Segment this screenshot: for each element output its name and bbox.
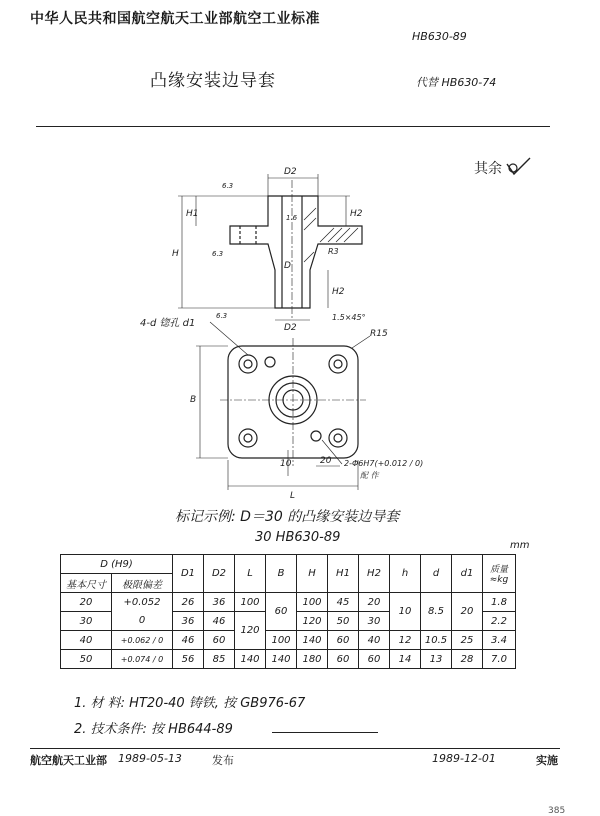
- table-header-base: 基本尺寸: [61, 574, 112, 593]
- document-title: 凸缘安装边导套: [150, 71, 276, 91]
- note-technical: 2. 技术条件: 按 HB644-89: [74, 722, 233, 737]
- note-material: 1. 材 料: HT20-40 铸铁, 按 GB976-67: [74, 696, 306, 711]
- cell-h: 180: [297, 650, 328, 669]
- standard-number: HB630-89: [412, 30, 467, 43]
- cell-h: 120: [297, 612, 328, 631]
- footer-effective-label: 实施: [536, 754, 558, 767]
- cell-h2: 60: [359, 650, 390, 669]
- cell-mass: 7.0: [483, 650, 516, 669]
- label-d: D: [284, 261, 291, 271]
- cell-h2: 30: [359, 612, 390, 631]
- cell-d2: 46: [204, 612, 235, 631]
- label-d2-bottom: D2: [284, 323, 297, 333]
- marking-example: 标记示例: D＝30 的凸缘安装边导套: [175, 509, 400, 525]
- footer-issue-label: 发布: [212, 754, 234, 767]
- cell-base: 40: [61, 631, 112, 650]
- cell-h1: 50: [328, 612, 359, 631]
- table-row: [61, 631, 516, 650]
- label-hole-fit: 2-Φ6H7(+0.012 / 0): [344, 459, 424, 468]
- table-header-d1-small: d1: [452, 555, 483, 593]
- cell-d2: 36: [204, 593, 235, 612]
- label-h2-upper: H2: [350, 209, 363, 219]
- dimension-table: [60, 554, 516, 669]
- cell-h1: 60: [328, 631, 359, 650]
- cell-d-small: 13: [421, 650, 452, 669]
- label-h1: H1: [186, 209, 199, 219]
- footer-effective-date: 1989-12-01: [432, 752, 496, 765]
- label-h2-lower: H2: [332, 287, 345, 297]
- cell-d1: 26: [173, 593, 204, 612]
- roughness-symbol-icon: [506, 158, 532, 176]
- table-row: [61, 650, 516, 669]
- label-20: 20: [320, 456, 332, 466]
- table-header-h: H: [297, 555, 328, 593]
- cell-d1: 36: [173, 612, 204, 631]
- label-d2-top: D2: [284, 167, 297, 177]
- cell-l: 100: [235, 593, 266, 612]
- table-header-l: L: [235, 555, 266, 593]
- label-h: H: [172, 249, 179, 259]
- table-header-h-small: h: [390, 555, 421, 593]
- roughness-note-label: 其余: [474, 161, 502, 177]
- cell-h2: 20: [359, 593, 390, 612]
- table-row: [61, 593, 516, 612]
- cell-d2: 85: [204, 650, 235, 669]
- header-rule: [36, 126, 550, 127]
- cell-d1-small: 28: [452, 650, 483, 669]
- cell-d1-small: 25: [452, 631, 483, 650]
- label-b: B: [190, 395, 197, 405]
- label-holes: 4-d 锪孔 d1: [140, 318, 196, 329]
- replaces-standard: 代替 HB630-74: [416, 76, 497, 89]
- cell-b: 140: [266, 650, 297, 669]
- cell-h: 100: [297, 593, 328, 612]
- label-chamfer: 1.5×45°: [332, 313, 366, 322]
- page-number: 385: [548, 806, 566, 816]
- cell-d1-small: 20: [452, 593, 483, 631]
- cell-h: 140: [297, 631, 328, 650]
- label-rough-63c: 6.3: [216, 312, 228, 320]
- cell-b: 60: [266, 593, 297, 631]
- table-header-d: D (H9): [61, 555, 173, 574]
- cell-h-small: 10: [390, 593, 421, 631]
- table-header-mass: 质量 ≈kg: [483, 555, 516, 593]
- cell-h-small: 12: [390, 631, 421, 650]
- label-rough-16: 1.6: [286, 214, 298, 222]
- cell-dev: +0.052: [112, 593, 173, 612]
- label-hole-fit-note: 配 作: [360, 471, 379, 480]
- cell-l: 120: [235, 612, 266, 650]
- cell-dev: +0.062 / 0: [112, 631, 173, 650]
- cell-d1: 56: [173, 650, 204, 669]
- cell-h2: 40: [359, 631, 390, 650]
- unit-label: mm: [510, 540, 530, 551]
- cell-d-small: 10.5: [421, 631, 452, 650]
- label-r3: R3: [328, 247, 339, 256]
- label-r15: R15: [370, 329, 388, 339]
- cell-base: 50: [61, 650, 112, 669]
- table-header-d-small: d: [421, 555, 452, 593]
- label-l: L: [290, 491, 296, 501]
- note-underline: [272, 732, 378, 733]
- cell-mass: 1.8: [483, 593, 516, 612]
- cell-d2: 60: [204, 631, 235, 650]
- label-10: 10: [280, 459, 292, 469]
- marking-example-code: 30 HB630-89: [255, 530, 341, 545]
- standard-header: 中华人民共和国航空航天工业部航空工业标准: [30, 11, 320, 27]
- roughness-note: [474, 158, 532, 178]
- table-header-deviation: 极限偏差: [112, 574, 173, 593]
- table-header-h1: H1: [328, 555, 359, 593]
- cell-base: 20: [61, 593, 112, 612]
- cell-l: 140: [235, 650, 266, 669]
- table-header-d2: D2: [204, 555, 235, 593]
- footer-rule: [30, 748, 560, 749]
- technical-drawing: [130, 150, 424, 501]
- cell-dev: +0.074 / 0: [112, 650, 173, 669]
- cell-b: 100: [266, 631, 297, 650]
- label-rough-63b: 6.3: [212, 250, 224, 258]
- footer-issue-date: 1989-05-13: [118, 752, 182, 765]
- footer-issuer: 航空航天工业部: [30, 754, 107, 767]
- cell-mass: 2.2: [483, 612, 516, 631]
- table-header-b: B: [266, 555, 297, 593]
- cell-d-small: 8.5: [421, 593, 452, 631]
- cell-d1: 46: [173, 631, 204, 650]
- table-header-h2: H2: [359, 555, 390, 593]
- label-rough-63a: 6.3: [222, 182, 234, 190]
- cell-h1: 45: [328, 593, 359, 612]
- cell-h1: 60: [328, 650, 359, 669]
- table-header-d1: D1: [173, 555, 204, 593]
- cell-h-small: 14: [390, 650, 421, 669]
- cell-base: 30: [61, 612, 112, 631]
- cell-dev: 0: [112, 612, 173, 631]
- cell-mass: 3.4: [483, 631, 516, 650]
